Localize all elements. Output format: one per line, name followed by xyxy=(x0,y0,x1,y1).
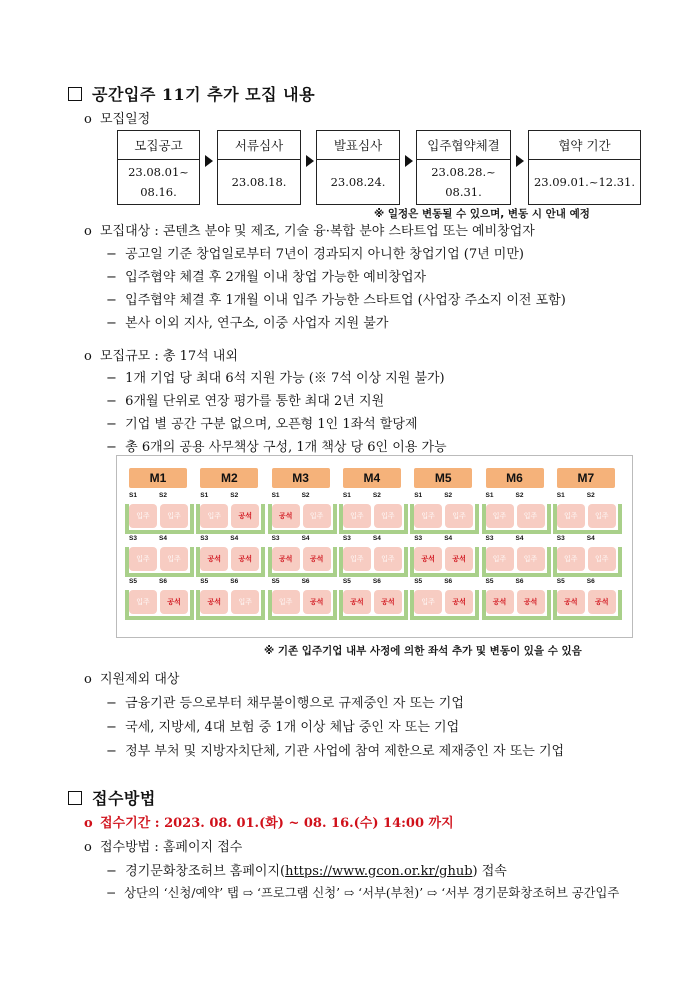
seat-occupied: 입주 xyxy=(557,504,585,528)
desk-bar xyxy=(482,616,551,620)
seat-label: S3 xyxy=(129,535,137,542)
desk-bar xyxy=(410,530,479,534)
step-date: 23.08.01~ 08.16. xyxy=(128,165,189,199)
method-label: ο 접수방법 : 홈페이지 접수 xyxy=(84,840,243,855)
seat-label: S5 xyxy=(200,578,209,585)
seat-occupied: 입주 xyxy=(517,504,545,528)
seat-label: S4 xyxy=(515,535,524,542)
seat-occupied: 입주 xyxy=(129,590,157,614)
seat-label: S6 xyxy=(586,578,595,585)
seat-label: S4 xyxy=(444,535,453,542)
seat-occupied: 입주 xyxy=(129,547,157,571)
seat-label: S2 xyxy=(301,492,310,499)
seat-occupied: 입주 xyxy=(517,547,545,571)
seat-label: S1 xyxy=(200,492,209,499)
target-item: − 입주협약 체결 후 2개월 이내 창업 가능한 예비창업자 xyxy=(106,270,427,285)
seat-occupied: 입주 xyxy=(200,504,228,528)
seat-label: S2 xyxy=(230,492,239,499)
arrow-right-icon xyxy=(306,155,314,167)
step-title: 모집공고 xyxy=(118,131,199,160)
seat-occupied: 입주 xyxy=(160,504,188,528)
desk-bar xyxy=(482,530,551,534)
checkbox-square-icon xyxy=(68,87,82,101)
seat-open: 공석 xyxy=(557,590,585,614)
arrow-right-icon xyxy=(516,155,524,167)
seat-occupied: 입주 xyxy=(160,547,188,571)
arrow-right-icon xyxy=(205,155,213,167)
module-label: M5 xyxy=(414,468,472,488)
seat-occupied: 입주 xyxy=(414,504,442,528)
exclusion-label: ο 지원제외 대상 xyxy=(84,672,180,687)
module-label: M3 xyxy=(272,468,330,488)
desk-bar xyxy=(553,616,622,620)
exclusion-item: − 금융기관 등으로부터 채무불이행으로 규제중인 자 또는 기업 xyxy=(106,696,464,711)
seat-label: S4 xyxy=(301,535,310,542)
step-date: 23.09.01.~12.31. xyxy=(533,175,636,189)
seat-label: S3 xyxy=(200,535,209,542)
schedule-label: ο 모집일정 xyxy=(84,112,151,127)
checkbox-square-icon xyxy=(68,791,82,805)
schedule-note: ※ 일정은 변동될 수 있으며, 변동 시 안내 예정 xyxy=(374,208,590,220)
seat-occupied: 입주 xyxy=(231,590,259,614)
seat-label: S5 xyxy=(485,578,494,585)
seat-open: 공석 xyxy=(343,590,371,614)
step-title: 발표심사 xyxy=(317,131,399,160)
seat-label: S1 xyxy=(342,492,351,499)
seat-label: S5 xyxy=(414,578,423,585)
section-title-1: 공간입주 11기 추가 모집 내용 xyxy=(68,82,315,105)
seat-label: S6 xyxy=(372,578,381,585)
desk-bar xyxy=(410,616,479,620)
map-note: ※ 기존 입주기업 내부 사정에 의한 좌석 추가 및 변동이 있을 수 있음 xyxy=(264,645,582,657)
seat-open: 공석 xyxy=(374,590,402,614)
desk-bar xyxy=(553,530,622,534)
seat-open: 공석 xyxy=(588,590,616,614)
desk-bar xyxy=(196,573,265,577)
homepage-link[interactable]: https://www.gcon.or.kr/ghub xyxy=(285,864,473,879)
seat-label: S4 xyxy=(372,535,381,542)
seat-open: 공석 xyxy=(486,590,514,614)
seat-occupied: 입주 xyxy=(272,590,300,614)
seat-label: S2 xyxy=(586,492,595,499)
seat-label: S4 xyxy=(159,535,167,542)
seat-occupied: 입주 xyxy=(486,547,514,571)
desk-bar xyxy=(482,573,551,577)
target-item: − 입주협약 체결 후 1개월 이내 입주 가능한 스타트업 (사업장 주소지 이전 포함) xyxy=(106,293,566,308)
exclusion-item: − 국세, 지방세, 4대 보험 중 1개 이상 체납 중인 자 또는 기업 xyxy=(106,720,460,735)
seat-occupied: 입주 xyxy=(557,547,585,571)
seat-label: S4 xyxy=(230,535,239,542)
seat-open: 공석 xyxy=(303,590,331,614)
scale-item: − 기업 별 공간 구분 없으며, 오픈형 1인 1좌석 할당제 xyxy=(106,417,418,432)
scale-label: ο 모집규모 : 총 17석 내외 xyxy=(84,349,238,364)
seat-label: S5 xyxy=(129,578,137,585)
seat-label: S6 xyxy=(230,578,239,585)
arrow-right-icon xyxy=(405,155,413,167)
seat-label: S5 xyxy=(556,578,565,585)
seat-label: S1 xyxy=(414,492,423,499)
seat-label: S3 xyxy=(271,535,280,542)
seat-label: S6 xyxy=(444,578,453,585)
seat-label: S2 xyxy=(372,492,381,499)
seat-label: S5 xyxy=(342,578,351,585)
module-label: M1 xyxy=(129,468,187,488)
seat-label: S1 xyxy=(556,492,565,499)
desk-bar xyxy=(125,530,194,534)
seat-occupied: 입주 xyxy=(343,547,371,571)
target-item: − 본사 이외 지사, 연구소, 이중 사업자 지원 불가 xyxy=(106,316,389,331)
module-label: M6 xyxy=(486,468,544,488)
schedule-step xyxy=(416,130,511,205)
seat-occupied: 입주 xyxy=(374,504,402,528)
seat-label: S6 xyxy=(159,578,167,585)
desk-bar xyxy=(268,616,337,620)
application-path: − 상단의 ‘신청/예약’ 탭 ⇨ ‘프로그램 신청’ ⇨ ‘서부(부천)’ ⇨ ‘서부 경기문화창조허브 공간입주 xyxy=(106,886,620,900)
module-label: M2 xyxy=(200,468,258,488)
seat-label: S2 xyxy=(159,492,167,499)
step-title: 서류심사 xyxy=(218,131,300,160)
desk-bar xyxy=(339,573,408,577)
schedule-flow xyxy=(117,130,641,204)
desk-bar xyxy=(339,530,408,534)
seat-occupied: 입주 xyxy=(588,504,616,528)
seat-label: S6 xyxy=(301,578,310,585)
seat-map xyxy=(116,455,633,638)
seat-occupied: 입주 xyxy=(303,504,331,528)
scale-item: − 총 6개의 공용 사무책상 구성, 1개 책상 당 6인 이용 가능 xyxy=(106,440,447,455)
seat-open: 공석 xyxy=(272,547,300,571)
seat-occupied: 입주 xyxy=(445,504,473,528)
seat-label: S6 xyxy=(515,578,524,585)
desk-bar xyxy=(125,573,194,577)
desk-bar xyxy=(196,616,265,620)
desk-bar xyxy=(125,616,194,620)
seat-label: S5 xyxy=(271,578,280,585)
seat-label: S2 xyxy=(444,492,453,499)
application-period: ο 접수기간 : 2023. 08. 01.(화) ~ 08. 16.(수) 14:00 까지 xyxy=(84,816,454,831)
seat-label: S1 xyxy=(271,492,280,499)
seat-label: S3 xyxy=(485,535,494,542)
step-date: 23.08.28.~ 08.31. xyxy=(431,165,496,199)
seat-label: S1 xyxy=(485,492,494,499)
seat-label: S1 xyxy=(129,492,137,499)
desk-bar xyxy=(410,573,479,577)
schedule-step xyxy=(217,130,301,205)
desk-bar xyxy=(553,573,622,577)
seat-label: S2 xyxy=(515,492,524,499)
target-label: ο 모집대상 : 콘텐츠 분야 및 제조, 기술 융·복합 분야 스타트업 또는 예비창업자 xyxy=(84,224,535,239)
seat-occupied: 입주 xyxy=(414,590,442,614)
schedule-step xyxy=(316,130,400,205)
seat-label: S3 xyxy=(414,535,423,542)
seat-open: 공석 xyxy=(517,590,545,614)
desk-bar xyxy=(268,530,337,534)
seat-open: 공석 xyxy=(445,547,473,571)
step-title: 입주협약체결 xyxy=(417,131,510,160)
seat-occupied: 입주 xyxy=(588,547,616,571)
desk-bar xyxy=(339,616,408,620)
homepage-line: − 경기문화창조허브 홈페이지(https://www.gcon.or.kr/ghub) 접속 xyxy=(106,864,507,879)
seat-occupied: 입주 xyxy=(486,504,514,528)
scale-item: − 1개 기업 당 최대 6석 지원 가능 (※ 7석 이상 지원 불가) xyxy=(106,371,445,386)
seat-open: 공석 xyxy=(231,504,259,528)
seat-occupied: 입주 xyxy=(129,504,157,528)
seat-open: 공석 xyxy=(414,547,442,571)
seat-open: 공석 xyxy=(272,504,300,528)
desk-bar xyxy=(268,573,337,577)
seat-label: S3 xyxy=(342,535,351,542)
seat-label: S4 xyxy=(586,535,595,542)
scale-item: − 6개월 단위로 연장 평가를 통한 최대 2년 지원 xyxy=(106,394,385,409)
seat-open: 공석 xyxy=(303,547,331,571)
step-title: 협약 기간 xyxy=(529,131,640,160)
exclusion-item: − 정부 부처 및 지방자치단체, 기관 사업에 참여 제한으로 제재중인 자 또는 기업 xyxy=(106,744,565,759)
seat-open: 공석 xyxy=(231,547,259,571)
desk-bar xyxy=(196,530,265,534)
step-date: 23.08.24. xyxy=(330,175,386,189)
seat-open: 공석 xyxy=(445,590,473,614)
seat-open: 공석 xyxy=(160,590,188,614)
module-label: M7 xyxy=(557,468,615,488)
section-title-2: 접수방법 xyxy=(68,786,156,809)
seat-label: S3 xyxy=(556,535,565,542)
seat-open: 공석 xyxy=(200,547,228,571)
seat-occupied: 입주 xyxy=(343,504,371,528)
target-item: − 공고일 기준 창업일로부터 7년이 경과되지 아니한 창업기업 (7년 미만) xyxy=(106,247,524,262)
step-date: 23.08.18. xyxy=(231,175,287,189)
seat-occupied: 입주 xyxy=(374,547,402,571)
schedule-step xyxy=(117,130,200,205)
schedule-step xyxy=(528,130,641,205)
seat-open: 공석 xyxy=(200,590,228,614)
module-label: M4 xyxy=(343,468,401,488)
